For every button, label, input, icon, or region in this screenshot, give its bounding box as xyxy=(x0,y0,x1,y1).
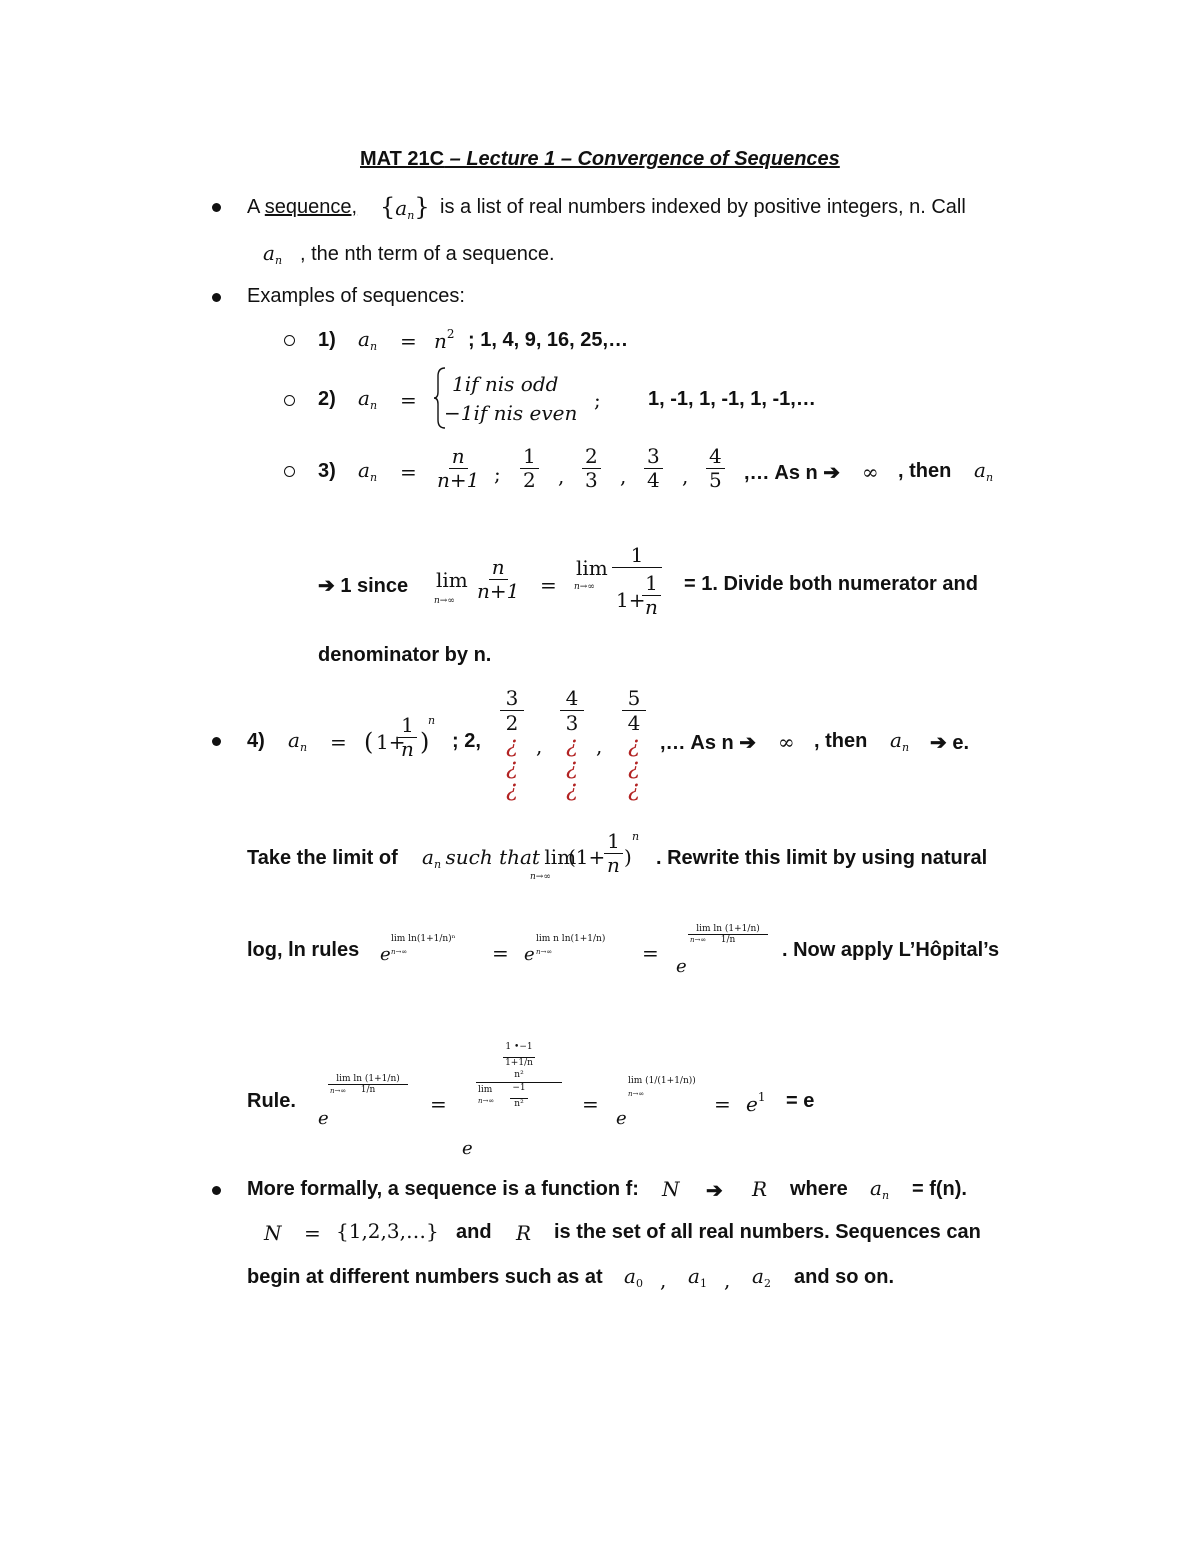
a-symbol: a xyxy=(358,386,370,410)
ex3-label: 3) xyxy=(318,460,336,482)
lim-subscript: n→∞ xyxy=(690,936,707,944)
sub-bullet-ex1 xyxy=(284,335,295,346)
set-open-brace: { xyxy=(380,193,396,221)
frac-num: 3 xyxy=(644,445,663,469)
minus-one: −1 xyxy=(476,1082,562,1093)
frac-den: n xyxy=(645,595,658,619)
a-symbol: a xyxy=(288,728,300,752)
equals: = xyxy=(714,1092,731,1116)
infinity-symbol: ∞ xyxy=(862,460,879,484)
lim-subscript: n→∞ xyxy=(478,1097,495,1105)
a-symbol: a xyxy=(688,1264,700,1288)
a0-symbol xyxy=(624,1264,643,1290)
inner-frac: 1+1/n xyxy=(505,1058,533,1068)
paren-open: ( xyxy=(364,728,374,756)
n-symbol: n xyxy=(434,329,447,353)
ex3-frac-2 xyxy=(582,445,601,492)
one-plus: 1+ xyxy=(376,730,406,754)
ex2-case-even: −1if nis even xyxy=(444,401,578,425)
ex4-label: 4) xyxy=(247,730,265,752)
ex3-lim2-inner-frac xyxy=(642,572,661,619)
frac-num: 5 xyxy=(622,686,646,711)
a-symbol: a xyxy=(870,1176,882,1200)
frac-num: 2 xyxy=(582,445,601,469)
n-subscript: n xyxy=(274,254,283,267)
frac-num: 4 xyxy=(560,686,584,711)
power-1: 1 xyxy=(757,1090,766,1104)
a-symbol: a xyxy=(263,241,275,265)
subscript-0: 0 xyxy=(635,1277,643,1290)
frac-den: 4 xyxy=(647,468,660,492)
equals-f-of-n: = f(n). xyxy=(912,1178,967,1200)
reals-symbol: R xyxy=(752,1177,768,1201)
n-subscript: n xyxy=(299,741,308,754)
one-plus: 1+ xyxy=(616,588,646,612)
ex3-frac-3 xyxy=(644,445,663,492)
power-n: n xyxy=(632,830,640,843)
frac-den: 4 xyxy=(627,711,641,735)
comma: , xyxy=(682,464,689,488)
ex2-semicolon: ; xyxy=(594,388,601,412)
limit-inner-frac xyxy=(604,830,623,877)
e-symbol: e xyxy=(616,1108,627,1129)
error-glyph: ¿ xyxy=(566,733,578,758)
set-close-brace: } xyxy=(414,193,430,221)
power-2: 2 xyxy=(446,327,455,341)
a-symbol: a xyxy=(358,458,370,482)
e-symbol: e xyxy=(380,944,391,965)
rule-final: = e xyxy=(786,1090,815,1112)
ex3-result: = 1. Divide both numerator and xyxy=(684,573,978,595)
such-that-text: such that xyxy=(445,845,540,869)
equals: = xyxy=(642,941,659,965)
infinity-symbol: ∞ xyxy=(778,730,795,754)
ex2-label: 2) xyxy=(318,388,336,410)
e-to-one xyxy=(746,1090,765,1116)
frac-num: 4 xyxy=(706,445,725,469)
error-glyph: ¿ xyxy=(628,755,640,780)
then-text: , then xyxy=(898,460,952,482)
e-symbol: e xyxy=(746,1092,758,1116)
a-symbol: a xyxy=(974,458,986,482)
naturals-symbol: N xyxy=(264,1221,282,1245)
frac-den: 2 xyxy=(523,468,536,492)
a-symbol: a xyxy=(422,845,434,869)
ex1-values: ; 1, 4, 9, 16, 25,… xyxy=(468,329,629,351)
frac-den: n xyxy=(401,737,414,761)
ex4-term-1 xyxy=(500,686,524,801)
bullet-examples xyxy=(212,293,221,302)
n-subscript: n xyxy=(433,858,442,871)
exponent: lim n ln(1+1/n) xyxy=(536,934,606,944)
n-subscript: n xyxy=(901,741,910,754)
formal-prefix: More formally, a sequence is a function f: xyxy=(247,1178,639,1200)
ex3-since-text: ➔ 1 since xyxy=(318,575,409,597)
lim-subscript: n→∞ xyxy=(530,872,551,882)
error-glyph: ¿ xyxy=(628,733,640,758)
sequence-set xyxy=(380,193,430,222)
lim-word: lim xyxy=(576,556,608,580)
comma: , xyxy=(596,734,603,758)
frac-num: 1 xyxy=(630,543,644,567)
a-symbol: a xyxy=(358,327,370,351)
error-glyph: ¿ xyxy=(566,777,578,802)
bullet-sequence-def xyxy=(212,203,221,212)
e-symbol: e xyxy=(462,1138,473,1159)
right-arrow-icon: ➔ xyxy=(739,732,757,754)
ex3-an-end xyxy=(974,458,993,484)
where-text: where xyxy=(790,1178,848,1200)
sub-bullet-ex3 xyxy=(284,466,295,477)
ex4-to-e: ➔ e. xyxy=(930,732,969,754)
frac-num: 1 xyxy=(505,1042,512,1052)
ex3-equals: = xyxy=(400,460,417,484)
equals: = xyxy=(540,573,557,597)
sub-bullet-ex2 xyxy=(284,395,295,406)
lim-word: lim xyxy=(478,1085,493,1095)
paren-one-plus: (1+ xyxy=(568,845,606,869)
lim-subscript: n→∞ xyxy=(628,1090,645,1098)
ex1-equals: = xyxy=(400,329,417,353)
log-prefix: log, ln rules xyxy=(247,939,360,961)
ex4-an xyxy=(288,728,307,754)
frac-den: 3 xyxy=(565,711,579,735)
n-subscript: n xyxy=(985,471,994,484)
frac-num: 1 xyxy=(398,714,417,738)
ex2-values: 1, -1, 1, -1, 1, -1,… xyxy=(648,388,816,410)
comma: , xyxy=(536,734,543,758)
n-subscript: n xyxy=(881,1189,890,1202)
frac-num: lim ln (1+1/n) xyxy=(688,924,768,935)
ex4-tail xyxy=(660,730,756,755)
a-symbol: a xyxy=(624,1264,636,1288)
n-subscript: n xyxy=(369,399,378,412)
ex3-lim2-num xyxy=(612,543,662,568)
log-suffix: . Now apply L’Hôpital’s xyxy=(782,939,1000,961)
times-minus-one: •−1 xyxy=(514,1042,533,1052)
frac-den: 2 xyxy=(505,711,519,735)
bullet-ex4 xyxy=(212,737,221,746)
frac-num: 1 xyxy=(642,572,661,596)
exponent: lim (1/(1+1/n)) xyxy=(628,1076,696,1086)
ex3-an xyxy=(358,458,377,484)
right-arrow-icon: ➔ xyxy=(823,462,841,484)
lim-subscript: n→∞ xyxy=(574,582,595,592)
sequence-def-rest: is a list of real numbers indexed by positive integers, n. Call xyxy=(440,196,966,218)
ex3-semicolon: ; xyxy=(494,462,501,486)
limit-prefix: Take the limit of xyxy=(247,847,398,869)
a1-symbol xyxy=(688,1264,707,1290)
frac-den: 1/n xyxy=(720,935,736,945)
n-squared: n² xyxy=(510,1098,527,1109)
title-course: MAT 21C xyxy=(360,148,445,170)
page-title xyxy=(360,148,840,171)
ex4-an-end xyxy=(890,728,909,754)
paren-close: ) xyxy=(624,845,632,869)
ex2-equals: = xyxy=(400,388,417,412)
naturals-set: {1,2,3,…} xyxy=(336,1219,439,1243)
lim-word: lim xyxy=(436,568,468,592)
n-subscript: n xyxy=(369,471,378,484)
an-term-symbol xyxy=(263,241,282,267)
frac-num: 1 xyxy=(520,445,539,469)
ex3-lim-frac xyxy=(474,556,522,603)
and-text: and xyxy=(456,1221,492,1243)
subscript-1: 1 xyxy=(699,1277,707,1290)
formal-rest: is the set of all real numbers. Sequences can xyxy=(554,1221,981,1243)
frac-den: 3 xyxy=(585,468,598,492)
n-subscript: n xyxy=(369,340,378,353)
reals-symbol: R xyxy=(516,1221,532,1245)
title-rest: – Lecture 1 – Convergence of Sequences xyxy=(444,148,840,170)
lim-subscript: n→∞ xyxy=(434,596,455,606)
lim-subscript: n→∞ xyxy=(536,948,553,956)
frac-den: n+1 xyxy=(437,468,480,492)
formal-an xyxy=(870,1176,889,1202)
ex3-tail xyxy=(744,460,840,485)
paren-close: ) xyxy=(420,728,430,756)
a-symbol: a xyxy=(752,1264,764,1288)
e-symbol: e xyxy=(524,944,535,965)
then-text: , then xyxy=(814,730,868,752)
ex3-lim-1 xyxy=(436,568,468,592)
as-n-text: ,… As n xyxy=(660,732,734,754)
as-n-text: ,… As n xyxy=(744,462,818,484)
frac-den: n xyxy=(607,853,620,877)
a2-symbol xyxy=(752,1264,771,1290)
frac-den: 5 xyxy=(709,468,722,492)
equals: = xyxy=(304,1221,321,1245)
ex3-formula-frac xyxy=(434,445,482,492)
bullet-formal xyxy=(212,1186,221,1195)
ex4-term-2 xyxy=(560,686,584,801)
lim-subscript: n→∞ xyxy=(391,948,408,956)
ex3-frac-4 xyxy=(706,445,725,492)
n-squared: n² xyxy=(514,1070,524,1080)
sequence-def-line2: , the nth term of a sequence. xyxy=(300,243,555,265)
frac-den: n+1 xyxy=(477,579,520,603)
e-symbol: e xyxy=(676,956,687,977)
and-so-on: and so on. xyxy=(794,1266,894,1288)
subscript-2: 2 xyxy=(763,1277,771,1290)
equals: = xyxy=(582,1092,599,1116)
frac-num: 1 xyxy=(604,830,623,854)
a-symbol: a xyxy=(395,196,408,220)
ex4-inner-frac xyxy=(398,714,417,761)
a-symbol: a xyxy=(890,728,902,752)
formal-line3: begin at different numbers such as at xyxy=(247,1266,603,1288)
error-glyph: ¿ xyxy=(628,777,640,802)
exp2-top-row xyxy=(476,1042,562,1052)
comma: , xyxy=(724,1268,731,1292)
sequence-term: sequence, xyxy=(264,196,358,218)
ex2-case-odd: 1if nis odd xyxy=(452,372,559,396)
error-glyph: ¿ xyxy=(506,777,518,802)
limit-expression xyxy=(422,845,576,871)
examples-heading: Examples of sequences: xyxy=(247,285,465,307)
equals: = xyxy=(492,941,509,965)
equals: = xyxy=(430,1092,447,1116)
limit-suffix: . Rewrite this limit by using natural xyxy=(656,847,988,869)
rule-prefix: Rule. xyxy=(247,1090,296,1112)
lim-subscript: n→∞ xyxy=(330,1087,347,1095)
error-glyph: ¿ xyxy=(566,755,578,780)
e-symbol: e xyxy=(318,1108,329,1129)
frac-num: lim ln (1+1/n) xyxy=(328,1074,408,1085)
right-arrow-icon: ➔ xyxy=(706,1180,723,1202)
error-glyph: ¿ xyxy=(506,733,518,758)
error-glyph: ¿ xyxy=(506,755,518,780)
frac-num: n xyxy=(449,445,468,469)
ex4-semi-2: ; 2, xyxy=(452,730,481,752)
comma: , xyxy=(558,464,565,488)
ex1-an xyxy=(358,327,377,353)
lim-word: lim xyxy=(544,845,577,869)
naturals-symbol: N xyxy=(662,1177,680,1201)
frac-num: n xyxy=(489,556,508,580)
exponent: lim ln(1+1/n)ⁿ xyxy=(391,934,456,944)
power-n: n xyxy=(428,714,436,727)
ex1-label: 1) xyxy=(318,329,336,351)
ex2-an xyxy=(358,386,377,412)
frac-den: 1/n xyxy=(360,1085,376,1095)
comma: , xyxy=(660,1268,667,1292)
comma: , xyxy=(620,464,627,488)
ex4-term-3 xyxy=(622,686,646,801)
sequence-def-prefix: A xyxy=(247,196,265,218)
ex3-frac-1 xyxy=(520,445,539,492)
ex4-equals: = xyxy=(330,730,347,754)
frac-num: 3 xyxy=(500,686,524,711)
ex3-line3: denominator by n. xyxy=(318,644,492,666)
sequence-def-line1 xyxy=(247,196,357,219)
n-subscript: n xyxy=(407,209,415,222)
ex1-n-squared xyxy=(434,327,455,353)
